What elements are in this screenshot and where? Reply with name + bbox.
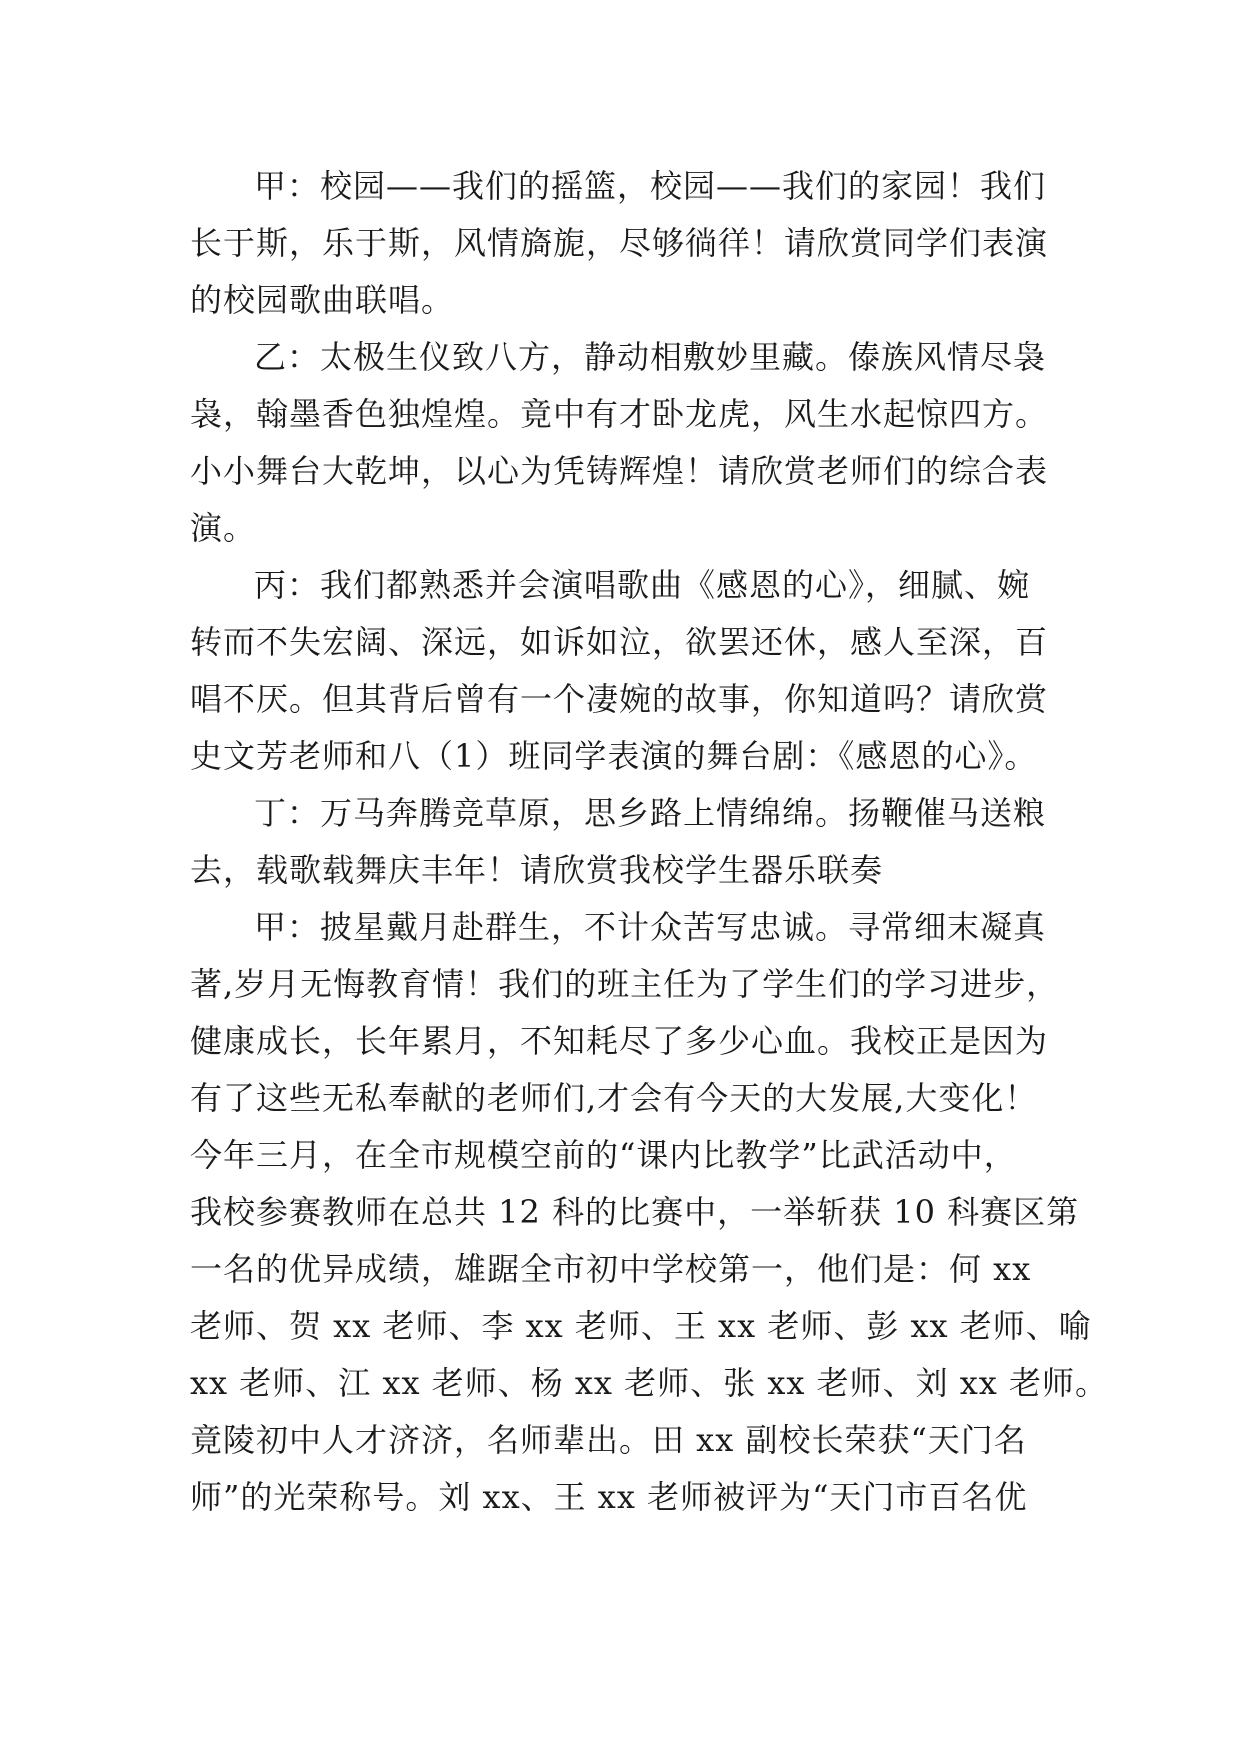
text-line: 袅，翰墨香色独煌煌。竟中有才卧龙虎，风生水起惊四方。 — [190, 395, 1049, 433]
text-line: 丙：我们都熟悉并会演唱歌曲《感恩的心》，细腻、婉 — [254, 566, 1031, 604]
paragraph-yi — [190, 329, 1050, 557]
paragraph-ding — [190, 785, 1050, 899]
text-line: 今年三月，在全市规模空前的“课内比教学”比武活动中， — [190, 1136, 1017, 1174]
document-body — [190, 158, 1109, 1526]
text-line: 甲：披星戴月赴群生，不计众苦写忠诚。寻常细末凝真 — [254, 908, 1047, 946]
text-line: 甲：校园——我们的摇篮，校园——我们的家园！我们 — [254, 167, 1047, 205]
text-line: 的校园歌曲联唱。 — [190, 281, 455, 319]
text-line: 著,岁月无悔教育情！我们的班主任为了学生们的学习进步， — [190, 965, 1060, 1003]
text-line: 演。 — [190, 509, 257, 547]
text-line: 乙：太极生仪致八方，静动相敷妙里藏。傣族风情尽袅 — [254, 338, 1047, 376]
paragraph-jia-1 — [190, 158, 1050, 329]
text-line: xx 老师、江 xx 老师、杨 xx 老师、张 xx 老师、刘 xx 老师。 — [190, 1364, 1109, 1402]
paragraph-bing — [190, 557, 1050, 785]
text-line: 小小舞台大乾坤，以心为凭铸辉煌！请欣赏老师们的综合表 — [190, 452, 1049, 490]
text-line: 转而不失宏阔、深远，如诉如泣，欲罢还休，感人至深，百 — [190, 623, 1049, 661]
text-line: 竟陵初中人才济济，名师辈出。田 xx 副校长荣获“天门名 — [190, 1421, 1027, 1459]
text-line: 有了这些无私奉献的老师们,才会有今天的大发展,大变化！ — [190, 1079, 1038, 1117]
text-line: 长于斯，乐于斯，风情旖旎，尽够徜徉！请欣赏同学们表演 — [190, 224, 1049, 262]
paragraph-jia-2 — [190, 899, 1109, 1526]
text-line: 史文芳老师和八（1）班同学表演的舞台剧：《感恩的心》。 — [190, 737, 1038, 775]
text-line: 唱不厌。但其背后曾有一个凄婉的故事，你知道吗？请欣赏 — [190, 680, 1049, 718]
text-line: 丁：万马奔腾竞草原，思乡路上情绵绵。扬鞭催马送粮 — [254, 794, 1047, 832]
text-line: 健康成长，长年累月，不知耗尽了多少心血。我校正是因为 — [190, 1022, 1049, 1060]
text-line: 一名的优异成绩，雄踞全市初中学校第一，他们是：何 xx — [190, 1250, 1032, 1288]
text-line: 师”的光荣称号。刘 xx、王 xx 老师被评为“天门市百名优 — [190, 1478, 1028, 1516]
text-line: 老师、贺 xx 老师、李 xx 老师、王 xx 老师、彭 xx 老师、喻 — [190, 1307, 1092, 1345]
text-line: 我校参赛教师在总共 12 科的比赛中，一举斩获 10 科赛区第 — [190, 1193, 1080, 1231]
text-line: 去，载歌载舞庆丰年！请欣赏我校学生器乐联奏 — [190, 851, 884, 889]
